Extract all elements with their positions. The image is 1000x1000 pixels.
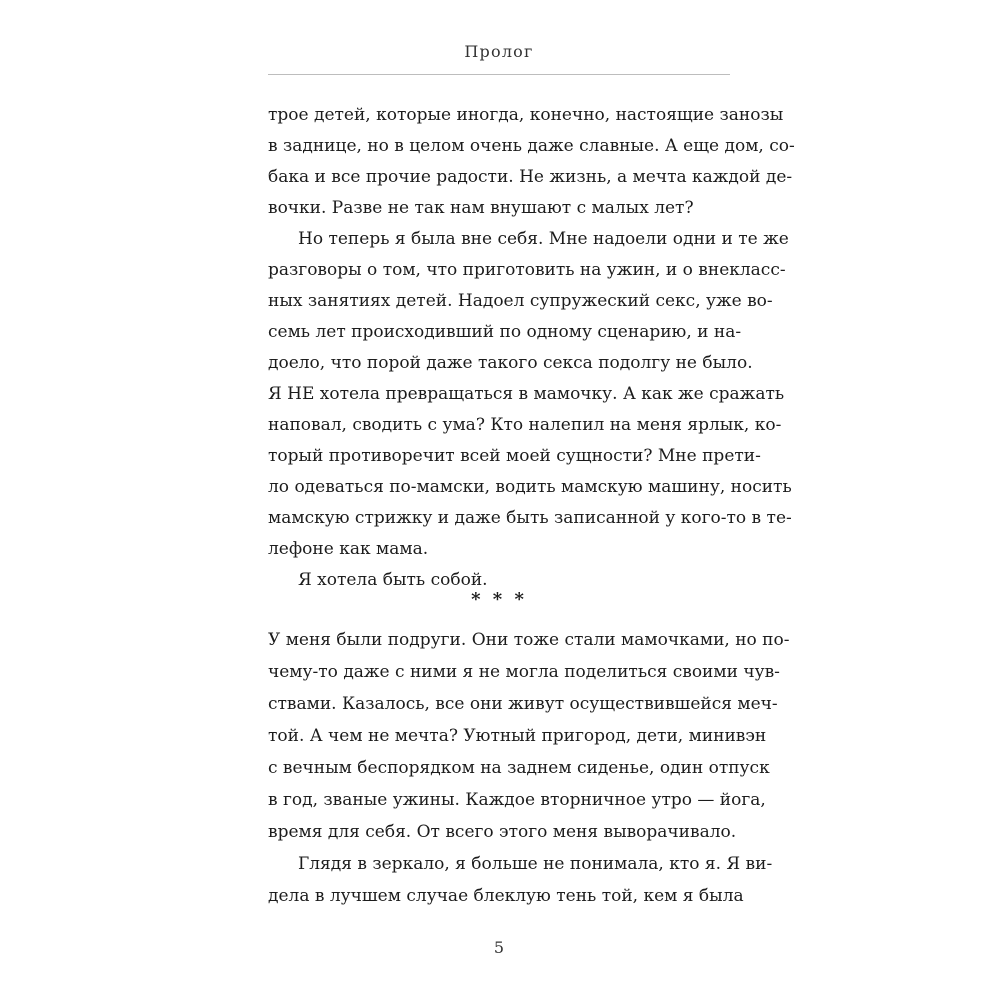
text-line: той. А чем не мечта? Уютный пригород, дети, минивэн [268,726,767,746]
text-line: мамскую стрижку и даже быть записанной у кого-то в те- [268,508,792,528]
text-line: торый противоречит всей моей сущности? Мне прети- [268,446,761,466]
text-line: ло одеваться по-мамски, водить мамскую машину, носить [268,477,792,497]
text-line: трое детей, которые иногда, конечно, настоящие занозы [268,105,784,125]
text-line: разговоры о том, что приготовить на ужин, и о внекласс- [268,260,786,280]
text-line: доело, что порой даже такого секса подолгу не было. [268,353,753,373]
section-divider: * * * [471,589,527,610]
page-number: 5 [493,938,505,957]
text-line: ных занятиях детей. Надоел супружеский секс, уже во- [268,291,773,311]
text-line: время для себя. От всего этого меня выворачивало. [268,822,737,842]
text-line: дела в лучшем случае блеклую тень той, кем я была [268,886,744,906]
header-rule [268,74,730,75]
text-line: бака и все прочие радости. Не жизнь, а мечта каждой де- [268,167,793,187]
text-line: в заднице, но в целом очень даже славные. А еще дом, со- [268,136,795,156]
text-line: ствами. Казалось, все они живут осуществившейся меч- [268,694,778,714]
text-line: Но теперь я была вне себя. Мне надоели одни и те же [298,229,789,249]
text-line: чему-то даже с ними я не могла поделиться своими чув- [268,662,780,682]
text-line: У меня были подруги. Они тоже стали мамочками, но по- [268,630,790,650]
text-line: Глядя в зеркало, я больше не понимала, кто я. Я ви- [298,854,773,874]
text-line: лефоне как мама. [268,539,429,559]
text-line: Я НЕ хотела превращаться в мамочку. А как же сражать [268,384,785,404]
text-line: наповал, сводить с ума? Кто налепил на меня ярлык, ко- [268,415,782,435]
text-line: с вечным беспорядком на заднем сиденье, один отпуск [268,758,770,778]
running-title: Пролог [464,42,534,61]
text-line: в год, званые ужины. Каждое вторничное утро — йога, [268,790,766,810]
book-page [268,0,795,1000]
text-line: вочки. Разве не так нам внушают с малых лет? [268,198,694,218]
text-line: семь лет происходивший по одному сценарию, и на- [268,322,742,342]
text-line: Я хотела быть собой. [298,570,488,590]
